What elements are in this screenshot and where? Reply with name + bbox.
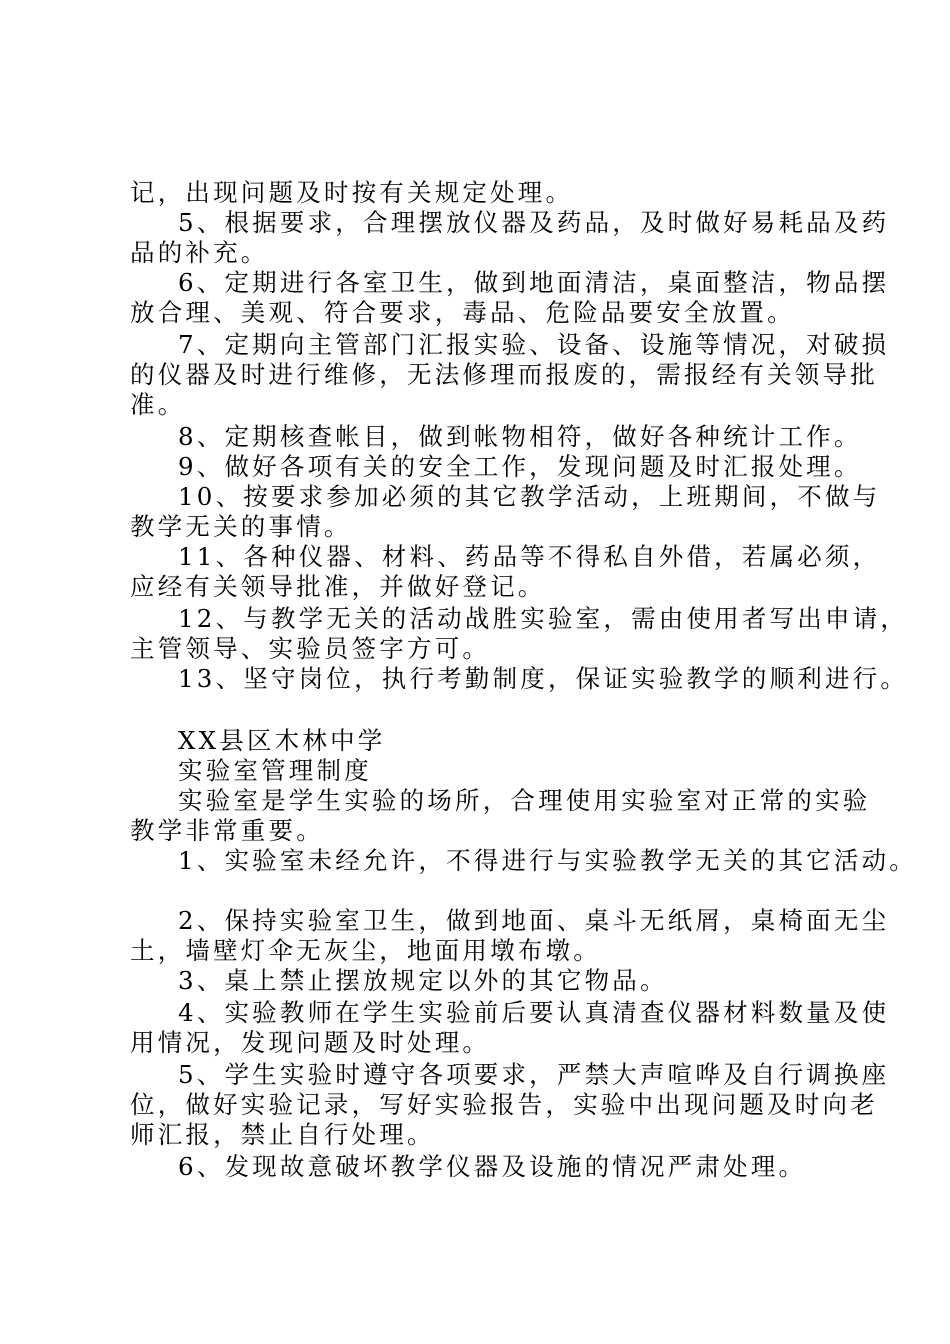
text-line: 教学无关的事情。 (130, 512, 352, 541)
text-line: 10、按要求参加必须的其它教学活动，上班期间，不做与 (178, 482, 881, 511)
text-line: 准。 (130, 390, 186, 419)
text-line: 6、定期进行各室卫生，做到地面清洁，桌面整洁，物品摆 (178, 268, 890, 297)
text-line: 5、学生实验时遵守各项要求，严禁大声喧哗及自行调换座 (178, 1060, 890, 1089)
text-line: 主管领导、实验员签字方可。 (130, 634, 491, 663)
text-line: 1、实验室未经允许，不得进行与实验教学无关的其它活动。 (178, 846, 917, 875)
text-line: 6、发现故意破坏教学仪器及设施的情况严肃处理。 (178, 1152, 807, 1181)
text-line: 实验室是学生实验的场所，合理使用实验室对正常的实验 (178, 786, 871, 815)
text-line: 应经有关领导批准，并做好登记。 (130, 572, 546, 601)
school-name: XX县区木林中学 (178, 726, 386, 755)
text-line: 教学非常重要。 (130, 816, 324, 845)
text-line: 位，做好实验记录，写好实验报告，实验中出现问题及时向老 (130, 1090, 878, 1119)
text-line: 12、与教学无关的活动战胜实验室，需由使用者写出申请， (178, 604, 909, 633)
text-line: 放合理、美观、符合要求，毒品、危险品要安全放置。 (130, 298, 795, 327)
text-line: 2、保持实验室卫生，做到地面、桌斗无纸屑，桌椅面无尘 (178, 906, 890, 935)
text-line: 8、定期核查帐目，做到帐物相符，做好各种统计工作。 (178, 422, 862, 451)
text-line: 4、实验教师在学生实验前后要认真清查仪器材料数量及使 (178, 998, 890, 1027)
text-line: 11、各种仪器、材料、药品等不得私自外借，若属必须， (178, 542, 881, 571)
text-line: 品的补充。 (130, 238, 269, 267)
text-line: 师汇报，禁止自行处理。 (130, 1120, 435, 1149)
text-line: 3、桌上禁止摆放规定以外的其它物品。 (178, 966, 668, 995)
text-line: 记，出现问题及时按有关规定处理。 (130, 178, 574, 207)
text-line: 13、坚守岗位，执行考勤制度，保证实验教学的顺利进行。 (178, 664, 909, 693)
text-line: 的仪器及时进行维修，无法修理而报废的，需报经有关领导批 (130, 360, 878, 389)
text-line: 用情况，发现问题及时处理。 (130, 1028, 491, 1057)
section-title: 实验室管理制度 (178, 756, 372, 785)
text-line: 5、根据要求，合理摆放仪器及药品，及时做好易耗品及药 (178, 208, 890, 237)
text-line: 7、定期向主管部门汇报实验、设备、设施等情况，对破损 (178, 330, 890, 359)
text-line: 土，墙壁灯伞无灰尘，地面用墩布墩。 (130, 936, 601, 965)
text-line: 9、做好各项有关的安全工作，发现问题及时汇报处理。 (178, 452, 862, 481)
